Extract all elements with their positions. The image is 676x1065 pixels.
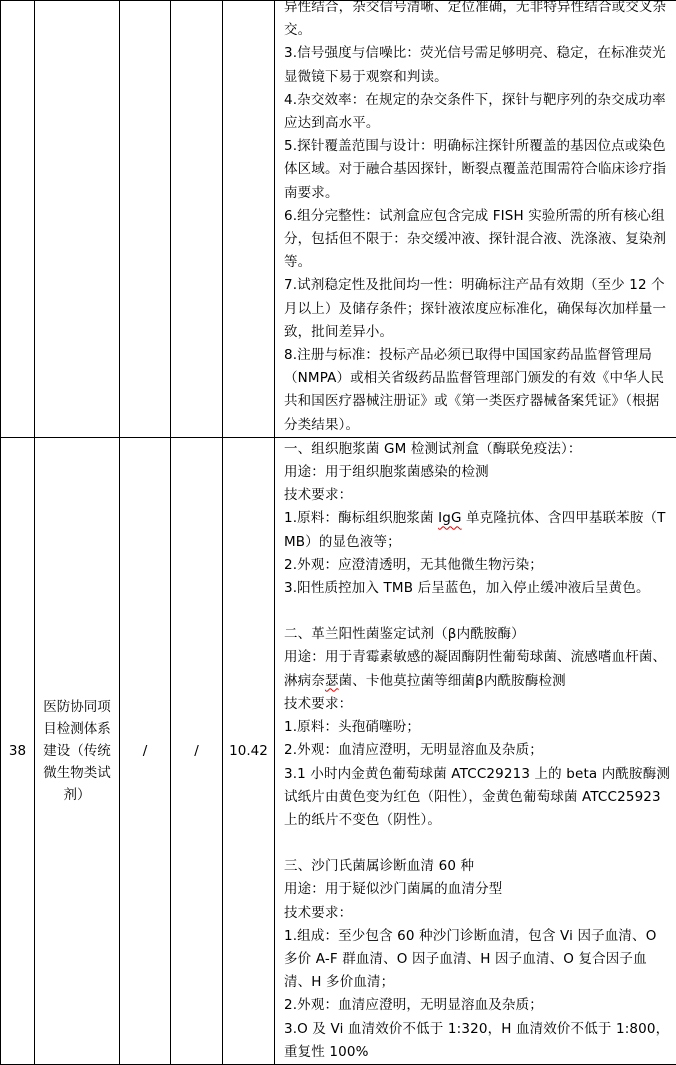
section-item: 2.外观：应澄清透明，无其他微生物污染； xyxy=(284,554,670,577)
section-item xyxy=(284,507,670,553)
spellcheck-word: 瑟 xyxy=(325,673,339,689)
section-title: 二、革兰阳性菌鉴定试剂（β内酰胺酶） xyxy=(284,623,670,646)
req-line: 5.探针覆盖范围与设计：明确标注探针所覆盖的基因位点或染色体区域。对于融合基因探针，断裂点覆盖范围需符合临床诊疗指南要求。 xyxy=(284,135,670,205)
text-run: 菌、卡他莫拉菌等细菌β内酰胺酶检测 xyxy=(339,673,566,689)
section-item: 1.组成：至少包含 60 种沙门诊断血清，包含 Vi 因子血清、O 多价 A-F 群血清、O 因子血清、H 因子血清、O 复合因子血清、H 多价血清； xyxy=(284,925,670,995)
cell-amount-empty xyxy=(223,1,275,438)
cell-name-empty xyxy=(35,1,120,438)
section-usage: 用途：用于疑似沙门菌属的血清分型 xyxy=(284,878,670,901)
spellcheck-word: IgG xyxy=(438,510,461,526)
cell-col4: / xyxy=(171,437,223,1064)
cell-col4-empty xyxy=(171,1,223,438)
table-row-38 xyxy=(1,437,676,1064)
section-item: 2.外观：血清应澄明，无明显溶血及杂质； xyxy=(284,994,670,1017)
req-line: 8.注册与标准：投标产品必须已取得中国国家药品监督管理局（NMPA）或相关省级药品监督管理部门颁发的有效《中华人民共和国医疗器械注册证》或《第一类医疗器械备案凭证》（根据分类结果）。 xyxy=(284,344,670,437)
section-usage xyxy=(284,646,670,692)
section-title: 一、组织胞浆菌 GM 检测试剂盒（酶联免疫法）： xyxy=(284,438,670,461)
text-run: 1.原料：酶标组织胞浆菌 xyxy=(284,510,438,526)
budget-amount: 10.42 xyxy=(223,437,275,1064)
section-usage: 用途：用于组织胞浆菌感染的检测 xyxy=(284,461,670,484)
req-line: 6.组分完整性：试剂盒应包含完成 FISH 实验所需的所有核心组分，包括但不限于：杂交缓冲液、探针混合液、洗涤液、复染剂等。 xyxy=(284,205,670,275)
spacer xyxy=(284,832,670,855)
cell-col3-empty xyxy=(120,1,171,438)
req-line: 异性结合，杂交信号清晰、定位准确，无非特异性结合或交叉杂交。 xyxy=(284,0,670,42)
section-tech-label: 技术要求： xyxy=(284,693,670,716)
text-run: 用途：用于青霉素敏感的凝固酶阴性葡萄球菌、流感嗜血杆菌、淋病奈 xyxy=(284,649,666,688)
cell-col3: / xyxy=(120,437,171,1064)
section-item: 1.原料：头孢硝噻吩； xyxy=(284,716,670,739)
item-name: 医防协同项目检测体系建设（传统微生物类试剂） xyxy=(35,437,120,1064)
req-line: 4.杂交效率：在规定的杂交条件下，探针与靶序列的杂交成功率应达到高水平。 xyxy=(284,89,670,135)
cell-index-empty xyxy=(1,1,35,438)
section-title: 三、沙门氏菌属诊断血清 60 种 xyxy=(284,855,670,878)
table-row-continued xyxy=(1,1,676,438)
section-tech-label: 技术要求： xyxy=(284,902,670,925)
cell-requirements-38 xyxy=(275,437,676,1064)
req-line: 7.试剂稳定性及批间均一性：明确标注产品有效期（至少 12 个月以上）及储存条件；探针液浓度应标准化，确保每次加样量一致，批间差异小。 xyxy=(284,274,670,344)
cell-requirements-continued xyxy=(275,1,676,438)
section-item: 2.外观：血清应澄明，无明显溶血及杂质； xyxy=(284,739,670,762)
text-run: 单克隆抗体、含四甲基联苯胺（TMB）的显色液等； xyxy=(284,510,666,549)
spacer xyxy=(284,600,670,623)
section-item: 3.O 及 Vi 血清效价不低于 1:320，H 血清效价不低于 1:800，重复性 100% xyxy=(284,1018,670,1064)
section-item: 3.1 小时内金黄色葡萄球菌 ATCC29213 上的 beta 内酰胺酶测试纸片由黄色变为红色（阳性），金黄色葡萄球菌 ATCC25923 上的纸片不变色（阴性）。 xyxy=(284,763,670,833)
section-item: 3.阳性质控加入 TMB 后呈蓝色，加入停止缓冲液后呈黄色。 xyxy=(284,577,670,600)
req-line: 3.信号强度与信噪比：荧光信号需足够明亮、稳定，在标准荧光显微镜下易于观察和判读。 xyxy=(284,42,670,88)
row-index: 38 xyxy=(1,437,35,1064)
section-tech-label: 技术要求： xyxy=(284,484,670,507)
